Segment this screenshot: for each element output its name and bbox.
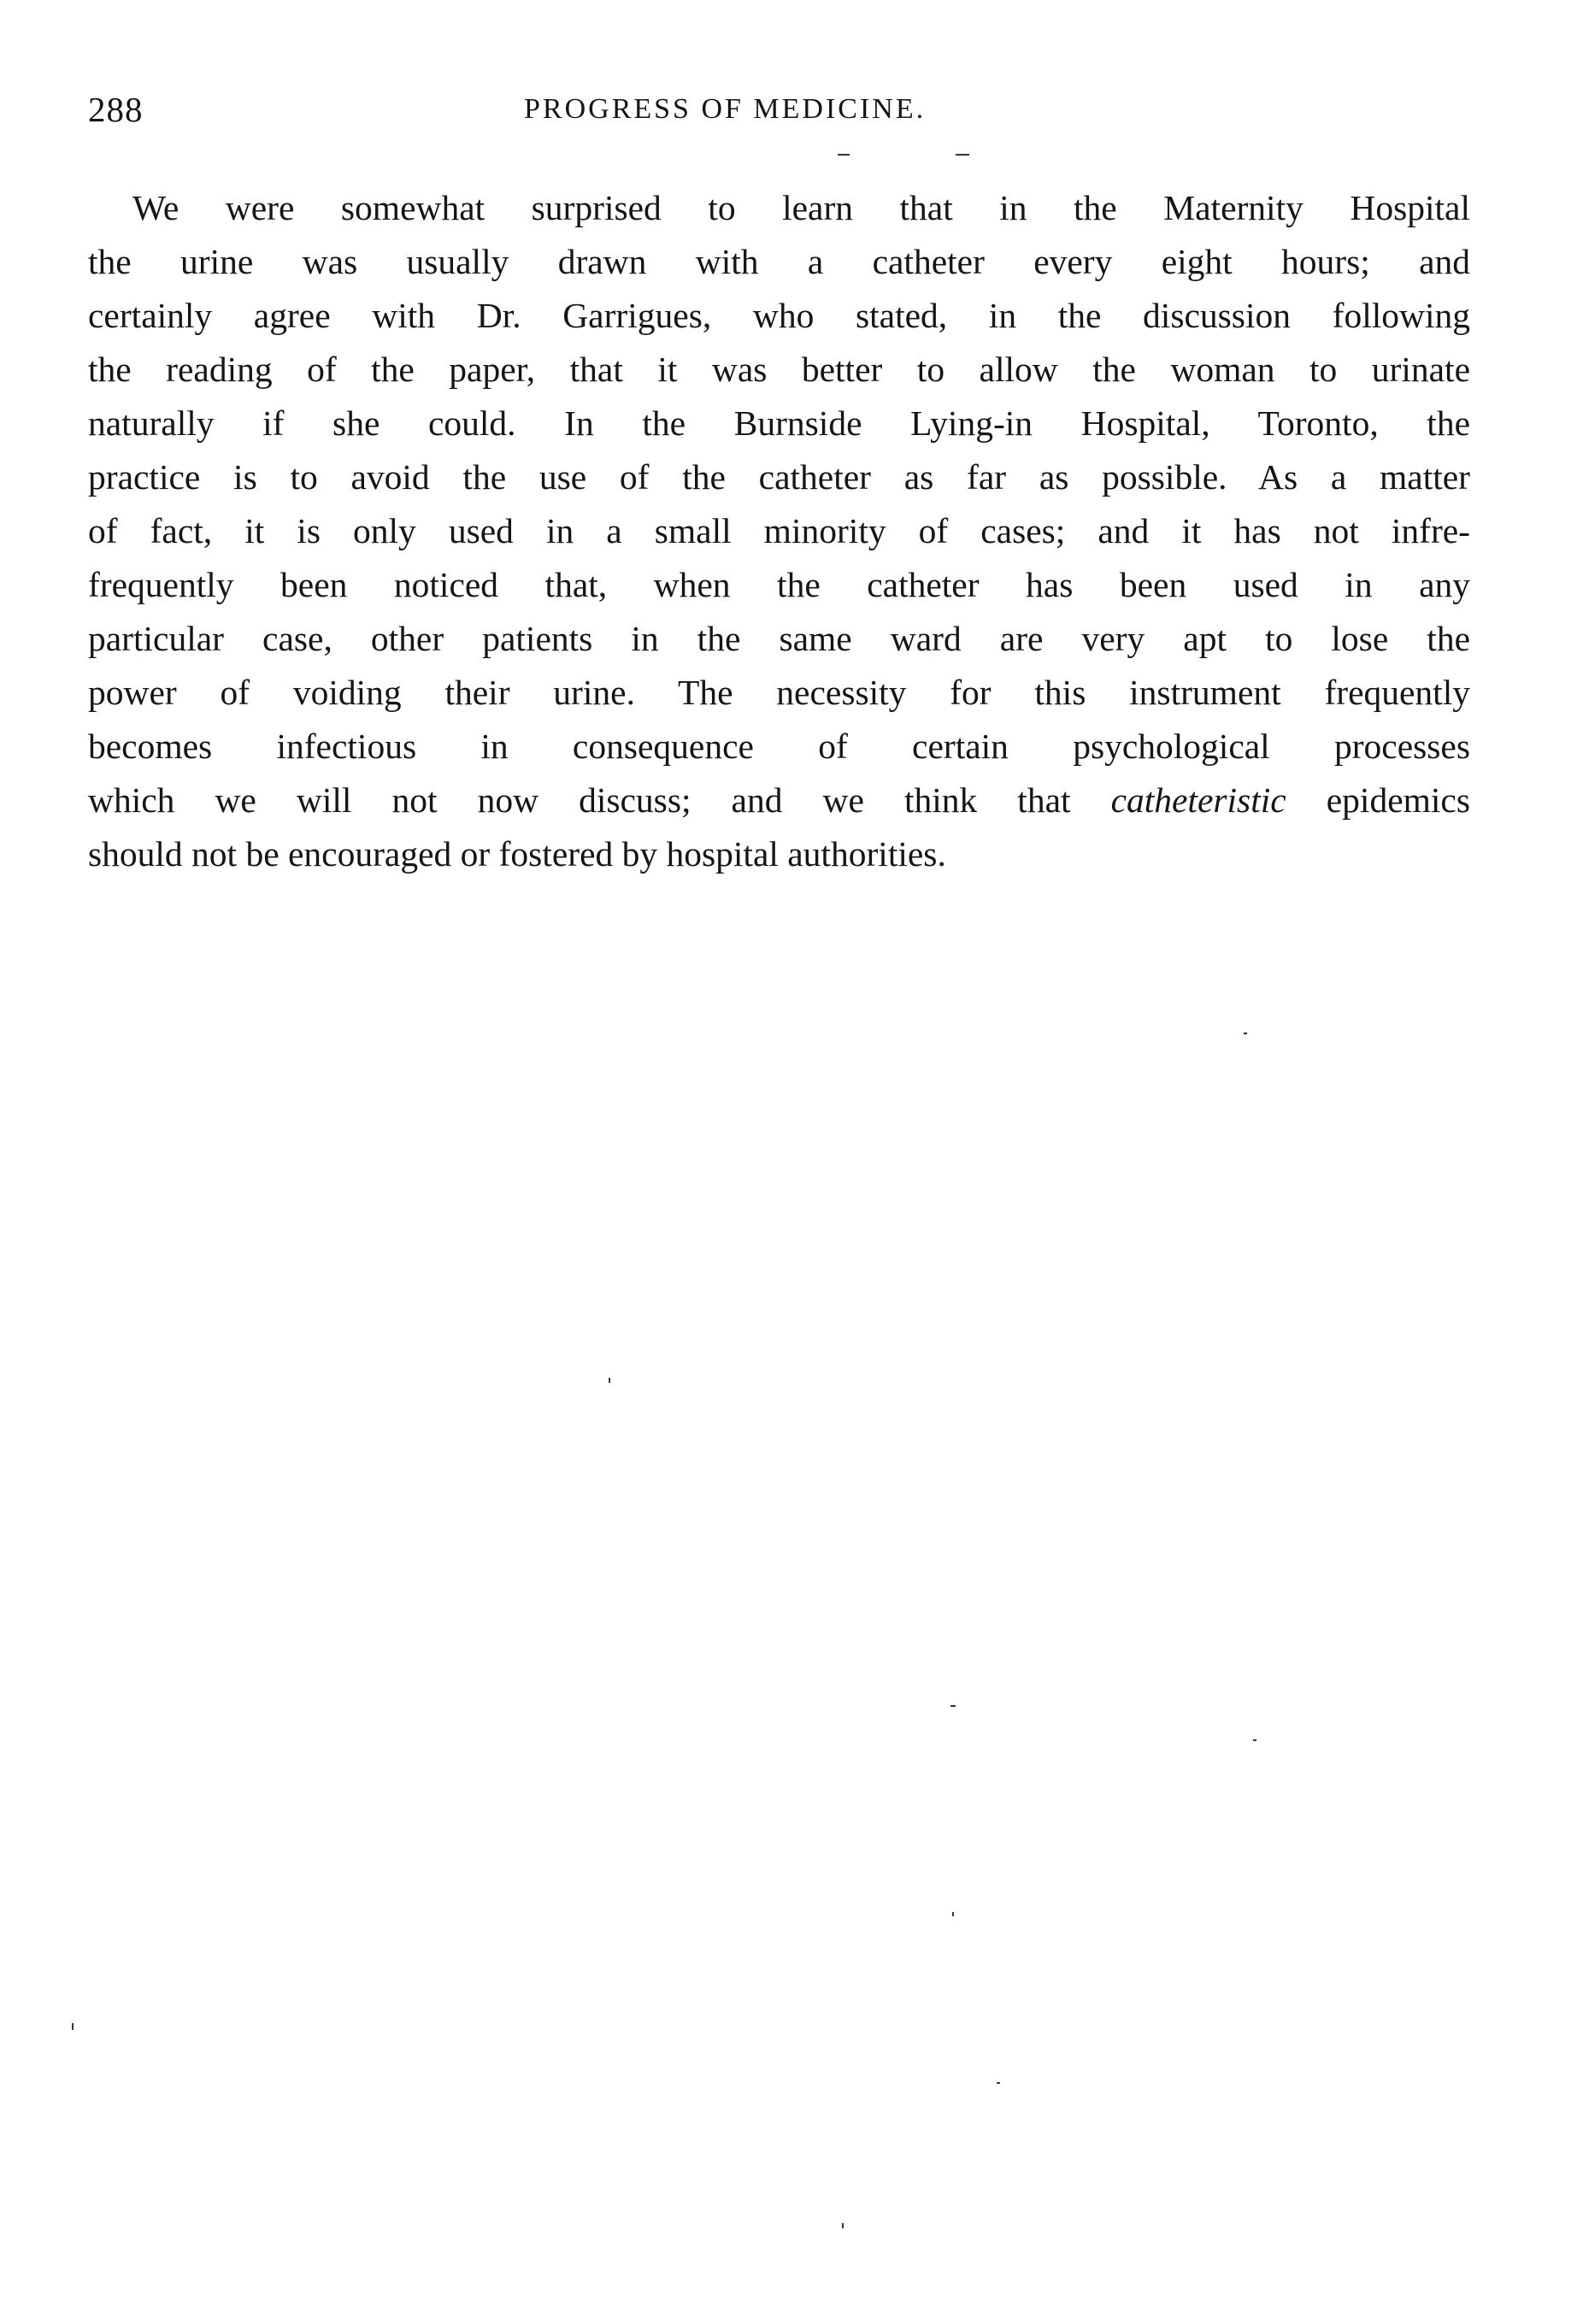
text-line: the reading of the paper, that it was better to allow the woman to urinate [88,350,1470,389]
text-line: becomes infectious in consequence of certain psychological processes [88,727,1470,766]
italic-term: catheteristic [1110,780,1286,820]
text-line: power of voiding their urine. The necessity for this instrument frequently [88,673,1470,712]
text-line-with-italic [88,774,1470,827]
scan-speck [950,1705,956,1707]
page-number: 288 [88,90,144,129]
text-line-last: should not be encouraged or fostered by hospital authorities. [88,834,946,874]
text-line: certainly agree with Dr. Garrigues, who stated, in the discussion following [88,296,1470,335]
scan-speck [1244,1033,1247,1034]
running-head [88,85,1470,133]
text-line: particular case, other patients in the same ward are very apt to lose the [88,619,1470,658]
text-line: of fact, it is only used in a small minority of cases; and it has not infre- [88,511,1470,550]
text-segment: which we will not now discuss; and we think that [88,780,1111,820]
running-title: PROGRESS OF MEDICINE. [524,93,927,125]
scan-speck [952,1912,954,1916]
text-line: naturally if she could. In the Burnside Lying-in Hospital, Toronto, the [88,403,1470,443]
scan-speck [72,2023,74,2030]
text-line: frequently been noticed that, when the catheter has been used in any [88,565,1470,604]
text-line: practice is to avoid the use of the catheter as far as possible. As a matter [88,457,1470,497]
text-line: We were somewhat surprised to learn that in the Maternity Hospital [132,188,1470,227]
scan-speck [956,154,969,156]
text-line: the urine was usually drawn with a catheter every eight hours; and [88,242,1470,281]
scan-speck [609,1378,610,1383]
scan-speck [997,2082,1000,2084]
scan-speck [1253,1739,1256,1741]
scan-speck [838,154,850,156]
text-segment: epidemics [1286,780,1470,820]
scan-speck [842,2223,844,2228]
body-paragraph [88,181,1470,881]
